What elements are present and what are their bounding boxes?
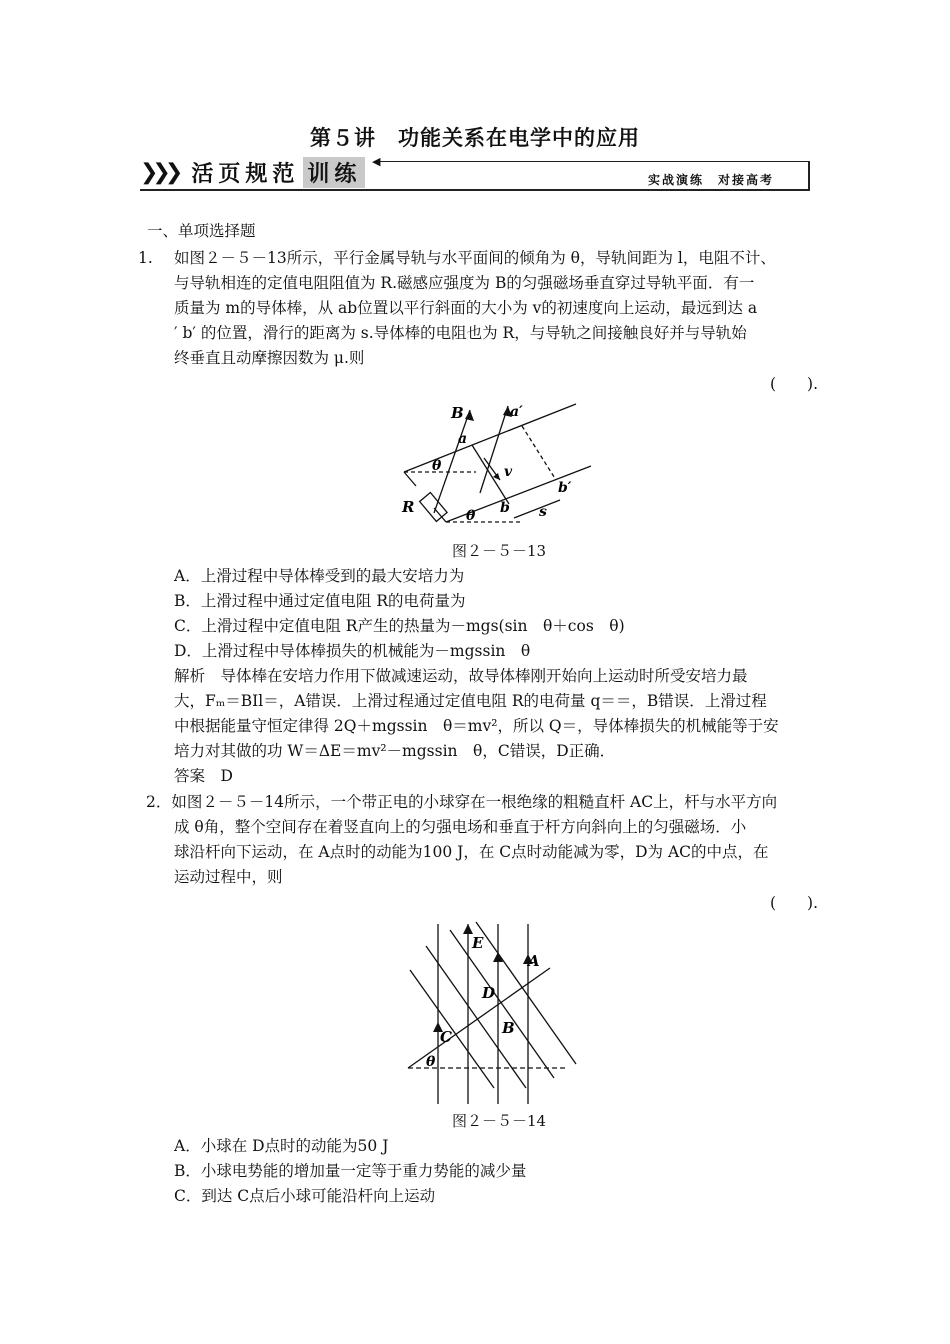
- fig1-label-B: B: [451, 404, 464, 422]
- fig1-label-b: b: [500, 500, 510, 516]
- q1-option-b: B．上滑过程中通过定值电阻 R的电荷量为: [174, 592, 466, 610]
- fig1-label-R: R: [402, 498, 415, 516]
- q1-analysis-line: 大，Fₘ＝BIl＝，A错误．上滑过程通过定值电阻 R的电荷量 q＝＝，B错误．上滑过程: [174, 692, 767, 710]
- fig2-label-E: E: [472, 934, 484, 952]
- fig2-label-B: B: [502, 1019, 515, 1037]
- fig1-label-v: v: [504, 464, 513, 480]
- q1-analysis-line: 培力对其做的功 W＝ΔE＝mv²－mgssin θ，C错误，D正确．: [174, 742, 616, 760]
- q2-line: 2．如图２－５－14所示，一个带正电的小球穿在一根绝缘的粗糙直杆 AC上，杆与水平方向: [146, 793, 778, 811]
- banner-boxed-text: 训练: [303, 157, 365, 188]
- figure-caption: 图２－５－13: [452, 542, 547, 560]
- q1-line: 如图２－５－13所示，平行金属导轨与水平面间的倾角为 θ，导轨间距为 l，电阻不计、: [174, 249, 776, 267]
- q1-answer: 答案 D: [174, 767, 233, 785]
- banner-top-rule: [380, 161, 810, 162]
- q1-option-a: A．上滑过程中导体棒受到的最大安培力为: [174, 567, 465, 585]
- figure-2-5-13: [396, 398, 596, 532]
- banner-main-text: 活页规范: [191, 161, 300, 187]
- q1-line: ′ b′ 的位置，滑行的距离为 s.导体棒的电阻也为 R，与导轨之间接触良好并与导轨始: [174, 324, 747, 342]
- q1-option-c: C．上滑过程中定值电阻 R产生的热量为－mgs(sin θ＋cos θ): [174, 617, 625, 635]
- q1-answer-paren: ( ).: [770, 375, 819, 393]
- fig1-label-b-prime: b′: [558, 480, 572, 496]
- fig2-label-C: C: [440, 1028, 452, 1046]
- banner-bottom-rule: [140, 189, 810, 191]
- q2-option-b: B．小球电势能的增加量一定等于重力势能的减少量: [174, 1162, 527, 1180]
- section-heading: 一、单项选择题: [147, 222, 256, 240]
- q2-line: 球沿杆向下运动，在 A点时的动能为100 J，在 C点时动能减为零，D为 AC的中点，在: [174, 843, 769, 861]
- q1-number: 1.: [138, 249, 153, 267]
- q1-analysis-line: 解析 导体棒在安培力作用下做减速运动，故导体棒刚开始向上运动时所受安培力最: [174, 667, 748, 685]
- figure-2-5-14: [404, 918, 584, 1104]
- fig1-label-a: a: [458, 431, 468, 447]
- fig1-label-theta-top: θ: [432, 458, 442, 474]
- q2-answer-paren: ( ).: [770, 894, 819, 912]
- q1-analysis-line: 中根据能量守恒定律得 2Q＋mgssin θ＝mv²，所以 Q＝，导体棒损失的机械能等于安: [174, 717, 779, 735]
- page-title: 第５讲 功能关系在电学中的应用: [310, 126, 640, 150]
- chevrons-icon: ❯❯❯: [140, 159, 178, 185]
- fig2-label-A: A: [528, 952, 540, 970]
- fig1-label-theta-bottom: θ: [466, 508, 476, 524]
- arrow-left-icon: ◀: [372, 155, 381, 168]
- fig1-label-a-prime: a′: [510, 404, 523, 420]
- q1-line: 质量为 m的导体棒，从 ab位置以平行斜面的大小为 v的初速度向上运动，最远到达 a: [174, 299, 758, 317]
- q2-line: 成 θ角，整个空间存在着竖直向上的匀强电场和垂直于杆方向斜向上的匀强磁场．小: [174, 818, 747, 836]
- q1-line: 与导轨相连的定值电阻阻值为 R.磁感应强度为 B的匀强磁场垂直穿过导轨平面．有一: [174, 274, 755, 292]
- fig1-label-s: s: [539, 504, 547, 520]
- q2-option-a: A．小球在 D点时的动能为50 J: [174, 1137, 389, 1155]
- fig2-label-theta: θ: [426, 1054, 436, 1070]
- banner-right-text: 实战演练 对接高考: [647, 173, 774, 187]
- banner-right-bar: [808, 161, 810, 189]
- q1-line: 终垂直且动摩擦因数为 μ.则: [174, 349, 365, 367]
- q2-line: 运动过程中，则: [174, 868, 283, 886]
- banner-left: [140, 157, 365, 187]
- section-banner: [140, 155, 810, 195]
- q2-option-c: C．到达 C点后小球可能沿杆向上运动: [174, 1187, 436, 1205]
- fig2-label-D: D: [482, 984, 496, 1002]
- figure-caption: 图２－５－14: [452, 1112, 547, 1130]
- q1-option-d: D．上滑过程中导体棒损失的机械能为－mgssin θ: [174, 642, 531, 660]
